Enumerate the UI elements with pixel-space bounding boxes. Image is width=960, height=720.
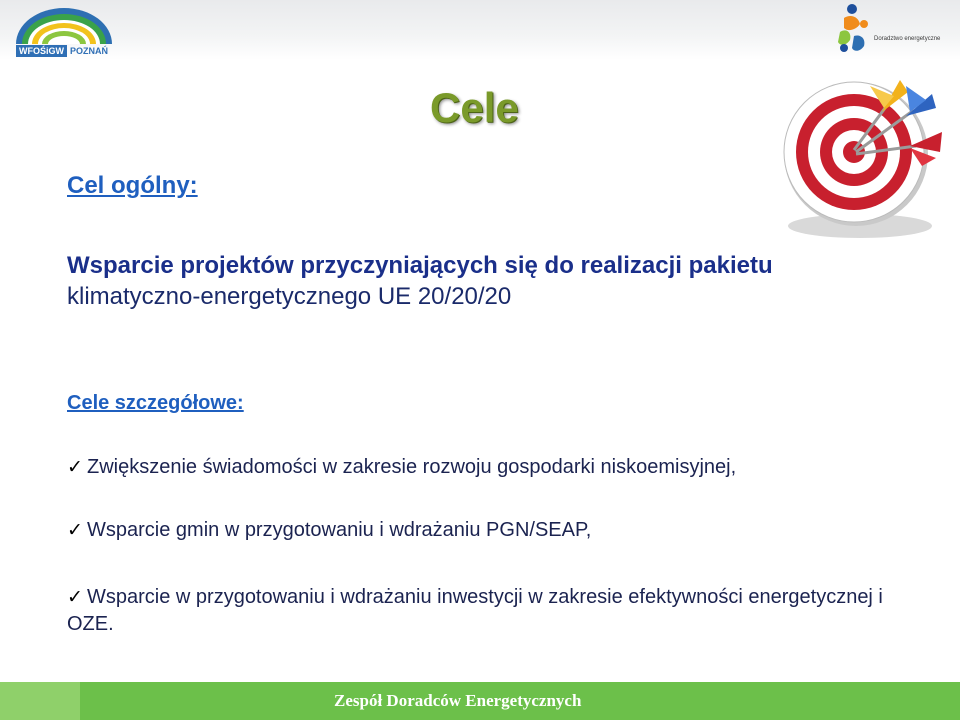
general-goal <box>67 250 897 312</box>
header-band <box>0 0 960 60</box>
rainbow-logo-icon <box>14 4 114 46</box>
doradztwo-logo <box>836 2 946 58</box>
brand-part1: WFOŚiGW <box>16 45 67 57</box>
specific-goal-text: Wsparcie w przygotowaniu i wdrażaniu inwestycji w zakresie efektywności energetycznej i OZE. <box>67 586 883 635</box>
wfosigw-brand <box>16 45 108 57</box>
general-goal-line1: Wsparcie projektów przyczyniających się do realizacji pakietu <box>67 252 773 279</box>
people-logo-icon <box>836 2 876 58</box>
general-goal-heading: Cel ogólny: <box>67 172 198 199</box>
check-icon: ✓ <box>67 520 83 541</box>
check-icon: ✓ <box>67 457 83 478</box>
specific-goal-item <box>67 517 927 544</box>
specific-goals-heading: Cele szczegółowe: <box>67 392 244 414</box>
specific-goal-text: Zwiększenie świadomości w zakresie rozwoju gospodarki niskoemisyjnej, <box>87 456 737 478</box>
general-goal-line2: klimatyczno-energetycznego UE 20/20/20 <box>67 283 512 310</box>
specific-goal-item <box>67 584 927 637</box>
dartboard-icon <box>776 74 944 240</box>
footer-bar <box>0 682 960 720</box>
brand-part2: POZNAŃ <box>70 46 108 56</box>
specific-goal-item <box>67 454 927 481</box>
logo-tagline: Doradztwo energetyczne <box>874 36 941 42</box>
footer-text: Zespół Doradców Energetycznych <box>334 691 582 710</box>
check-icon: ✓ <box>67 587 83 608</box>
footer-accent <box>0 682 80 720</box>
wfosigw-logo <box>14 4 114 56</box>
slide-title: Cele <box>430 84 519 131</box>
specific-goal-text: Wsparcie gmin w przygotowaniu i wdrażaniu PGN/SEAP, <box>87 519 592 541</box>
